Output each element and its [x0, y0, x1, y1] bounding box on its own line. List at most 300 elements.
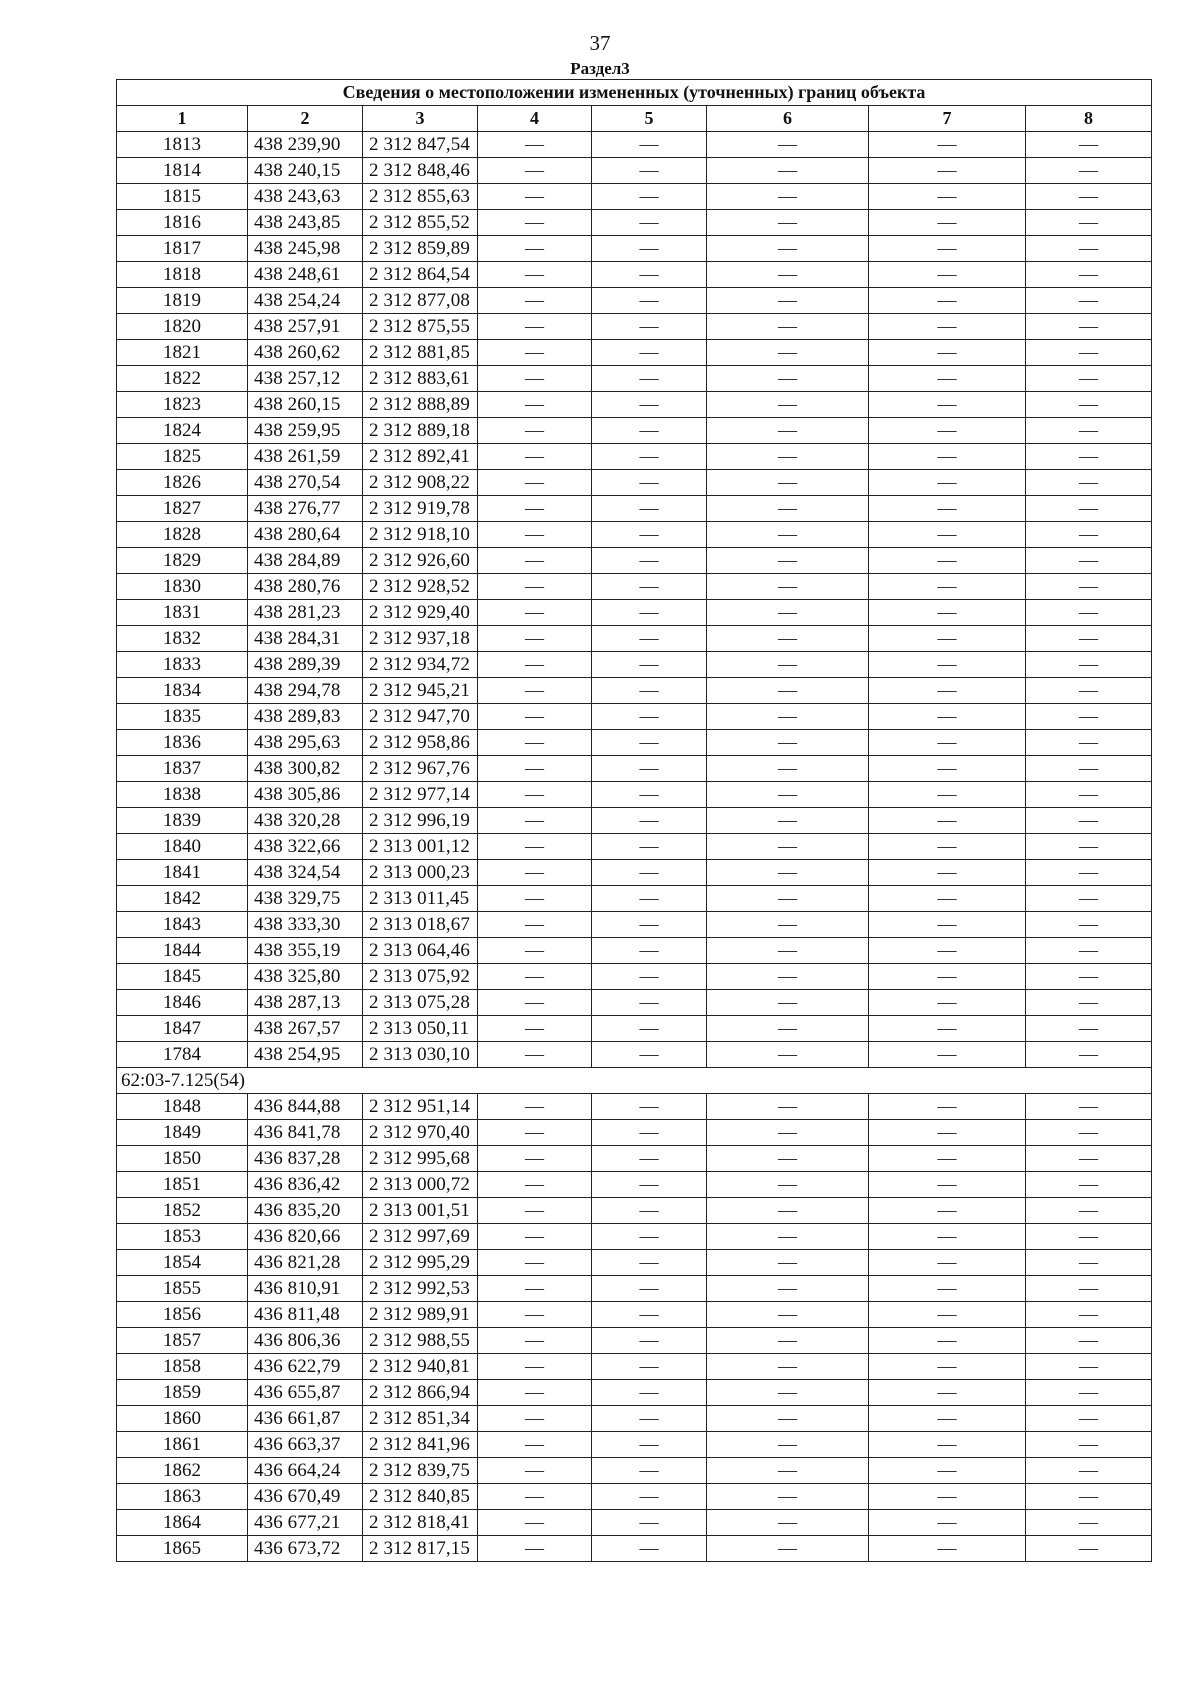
empty-cell: — [707, 1250, 869, 1276]
point-number: 1822 [117, 366, 248, 392]
y-coordinate: 2 312 989,91 [363, 1302, 478, 1328]
empty-cell: — [869, 678, 1026, 704]
empty-cell: — [592, 1198, 707, 1224]
empty-cell: — [478, 1198, 592, 1224]
empty-cell: — [707, 782, 869, 808]
x-coordinate: 436 664,24 [248, 1458, 363, 1484]
y-coordinate: 2 312 839,75 [363, 1458, 478, 1484]
empty-cell: — [869, 1016, 1026, 1042]
empty-cell: — [869, 938, 1026, 964]
point-number: 1815 [117, 184, 248, 210]
x-coordinate: 436 841,78 [248, 1120, 363, 1146]
y-coordinate: 2 312 919,78 [363, 496, 478, 522]
point-number: 1817 [117, 236, 248, 262]
point-number: 1818 [117, 262, 248, 288]
empty-cell: — [1026, 262, 1152, 288]
column-number: 8 [1026, 106, 1152, 132]
x-coordinate: 438 329,75 [248, 886, 363, 912]
empty-cell: — [592, 652, 707, 678]
empty-cell: — [707, 262, 869, 288]
empty-cell: — [592, 704, 707, 730]
table-row [117, 1016, 1152, 1042]
x-coordinate: 438 239,90 [248, 132, 363, 158]
x-coordinate: 438 257,12 [248, 366, 363, 392]
table-row [117, 1276, 1152, 1302]
empty-cell: — [1026, 730, 1152, 756]
empty-cell: — [707, 1536, 869, 1562]
empty-cell: — [478, 418, 592, 444]
empty-cell: — [1026, 1458, 1152, 1484]
table-row [117, 184, 1152, 210]
table-row [117, 1406, 1152, 1432]
table-body [117, 132, 1152, 1562]
empty-cell: — [592, 132, 707, 158]
empty-cell: — [1026, 1536, 1152, 1562]
empty-cell: — [869, 1510, 1026, 1536]
empty-cell: — [592, 1276, 707, 1302]
empty-cell: — [1026, 886, 1152, 912]
x-coordinate: 438 254,95 [248, 1042, 363, 1068]
point-number: 1864 [117, 1510, 248, 1536]
x-coordinate: 438 248,61 [248, 262, 363, 288]
empty-cell: — [869, 964, 1026, 990]
empty-cell: — [478, 1094, 592, 1120]
empty-cell: — [869, 132, 1026, 158]
table-row [117, 522, 1152, 548]
page-number: 37 [589, 31, 611, 55]
point-number: 1828 [117, 522, 248, 548]
x-coordinate: 436 622,79 [248, 1354, 363, 1380]
empty-cell: — [478, 1432, 592, 1458]
empty-cell: — [707, 288, 869, 314]
empty-cell: — [478, 834, 592, 860]
empty-cell: — [707, 236, 869, 262]
empty-cell: — [478, 184, 592, 210]
empty-cell: — [478, 1146, 592, 1172]
empty-cell: — [869, 782, 1026, 808]
section-title: Раздел3 [570, 59, 630, 78]
empty-cell: — [1026, 210, 1152, 236]
y-coordinate: 2 312 840,85 [363, 1484, 478, 1510]
empty-cell: — [592, 834, 707, 860]
empty-cell: — [707, 366, 869, 392]
point-number: 1820 [117, 314, 248, 340]
empty-cell: — [707, 158, 869, 184]
empty-cell: — [869, 990, 1026, 1016]
table-row [117, 1094, 1152, 1120]
empty-cell: — [707, 496, 869, 522]
table-row [117, 314, 1152, 340]
empty-cell: — [869, 444, 1026, 470]
empty-cell: — [478, 470, 592, 496]
empty-cell: — [869, 366, 1026, 392]
table-row [117, 236, 1152, 262]
empty-cell: — [869, 236, 1026, 262]
empty-cell: — [478, 210, 592, 236]
empty-cell: — [592, 1120, 707, 1146]
empty-cell: — [592, 1302, 707, 1328]
y-coordinate: 2 313 000,23 [363, 860, 478, 886]
empty-cell: — [478, 1276, 592, 1302]
y-coordinate: 2 312 864,54 [363, 262, 478, 288]
y-coordinate: 2 312 977,14 [363, 782, 478, 808]
point-number: 1832 [117, 626, 248, 652]
empty-cell: — [478, 1120, 592, 1146]
empty-cell: — [707, 938, 869, 964]
empty-cell: — [869, 496, 1026, 522]
x-coordinate: 438 294,78 [248, 678, 363, 704]
empty-cell: — [1026, 184, 1152, 210]
point-number: 1824 [117, 418, 248, 444]
empty-cell: — [592, 1042, 707, 1068]
empty-cell: — [1026, 938, 1152, 964]
empty-cell: — [1026, 470, 1152, 496]
table-row [117, 496, 1152, 522]
empty-cell: — [1026, 1094, 1152, 1120]
y-coordinate: 2 312 818,41 [363, 1510, 478, 1536]
empty-cell: — [707, 340, 869, 366]
empty-cell: — [478, 730, 592, 756]
empty-cell: — [478, 262, 592, 288]
empty-cell: — [592, 522, 707, 548]
empty-cell: — [478, 1172, 592, 1198]
x-coordinate: 438 260,62 [248, 340, 363, 366]
y-coordinate: 2 312 851,34 [363, 1406, 478, 1432]
empty-cell: — [707, 1198, 869, 1224]
x-coordinate: 438 276,77 [248, 496, 363, 522]
empty-cell: — [707, 756, 869, 782]
x-coordinate: 438 355,19 [248, 938, 363, 964]
y-coordinate: 2 312 926,60 [363, 548, 478, 574]
table-row [117, 1120, 1152, 1146]
y-coordinate: 2 312 908,22 [363, 470, 478, 496]
empty-cell: — [1026, 574, 1152, 600]
empty-cell: — [707, 1406, 869, 1432]
empty-cell: — [707, 730, 869, 756]
point-number: 1834 [117, 678, 248, 704]
empty-cell: — [869, 184, 1026, 210]
empty-cell: — [869, 912, 1026, 938]
table-row [117, 912, 1152, 938]
y-coordinate: 2 312 995,68 [363, 1146, 478, 1172]
empty-cell: — [592, 990, 707, 1016]
y-coordinate: 2 313 018,67 [363, 912, 478, 938]
table-row [117, 392, 1152, 418]
table-row [117, 1536, 1152, 1562]
y-coordinate: 2 313 075,92 [363, 964, 478, 990]
empty-cell: — [478, 522, 592, 548]
empty-cell: — [707, 964, 869, 990]
y-coordinate: 2 312 889,18 [363, 418, 478, 444]
empty-cell: — [707, 1172, 869, 1198]
x-coordinate: 438 284,89 [248, 548, 363, 574]
empty-cell: — [592, 496, 707, 522]
point-number: 1858 [117, 1354, 248, 1380]
empty-cell: — [1026, 1328, 1152, 1354]
x-coordinate: 436 663,37 [248, 1432, 363, 1458]
x-coordinate: 438 320,28 [248, 808, 363, 834]
column-number: 1 [117, 106, 248, 132]
empty-cell: — [1026, 704, 1152, 730]
empty-cell: — [592, 1172, 707, 1198]
x-coordinate: 438 295,63 [248, 730, 363, 756]
table-row [117, 652, 1152, 678]
point-number: 1855 [117, 1276, 248, 1302]
empty-cell: — [1026, 1510, 1152, 1536]
point-number: 1833 [117, 652, 248, 678]
empty-cell: — [478, 1224, 592, 1250]
table-row [117, 418, 1152, 444]
point-number: 1814 [117, 158, 248, 184]
empty-cell: — [869, 730, 1026, 756]
empty-cell: — [869, 314, 1026, 340]
empty-cell: — [707, 704, 869, 730]
table-row [117, 444, 1152, 470]
table-row [117, 1380, 1152, 1406]
empty-cell: — [869, 1432, 1026, 1458]
empty-cell: — [592, 392, 707, 418]
table-row [117, 262, 1152, 288]
empty-cell: — [592, 782, 707, 808]
empty-cell: — [707, 834, 869, 860]
table-row [117, 704, 1152, 730]
empty-cell: — [707, 1328, 869, 1354]
table-row [117, 158, 1152, 184]
point-number: 1848 [117, 1094, 248, 1120]
empty-cell: — [869, 1406, 1026, 1432]
empty-cell: — [707, 1120, 869, 1146]
column-number-row [117, 106, 1152, 132]
empty-cell: — [592, 288, 707, 314]
empty-cell: — [478, 1380, 592, 1406]
y-coordinate: 2 312 940,81 [363, 1354, 478, 1380]
empty-cell: — [1026, 756, 1152, 782]
empty-cell: — [1026, 1198, 1152, 1224]
table-row [117, 1432, 1152, 1458]
empty-cell: — [1026, 418, 1152, 444]
empty-cell: — [478, 964, 592, 990]
empty-cell: — [1026, 1120, 1152, 1146]
x-coordinate: 436 670,49 [248, 1484, 363, 1510]
empty-cell: — [592, 1536, 707, 1562]
point-number: 1839 [117, 808, 248, 834]
empty-cell: — [1026, 860, 1152, 886]
empty-cell: — [707, 1302, 869, 1328]
x-coordinate: 438 260,15 [248, 392, 363, 418]
table-caption-row [117, 80, 1152, 106]
empty-cell: — [1026, 1224, 1152, 1250]
empty-cell: — [592, 964, 707, 990]
column-number: 2 [248, 106, 363, 132]
empty-cell: — [1026, 1406, 1152, 1432]
x-coordinate: 436 835,20 [248, 1198, 363, 1224]
empty-cell: — [592, 912, 707, 938]
table-row [117, 1484, 1152, 1510]
x-coordinate: 438 333,30 [248, 912, 363, 938]
table-row [117, 730, 1152, 756]
x-coordinate: 438 305,86 [248, 782, 363, 808]
empty-cell: — [869, 1042, 1026, 1068]
empty-cell: — [1026, 808, 1152, 834]
point-number: 1819 [117, 288, 248, 314]
point-number: 1840 [117, 834, 248, 860]
empty-cell: — [478, 1510, 592, 1536]
empty-cell: — [478, 548, 592, 574]
table-caption: Сведения о местоположении измененных (уточненных) границ объекта [117, 80, 1152, 106]
empty-cell: — [869, 652, 1026, 678]
empty-cell: — [1026, 1016, 1152, 1042]
point-number: 1842 [117, 886, 248, 912]
table-row [117, 756, 1152, 782]
x-coordinate: 438 261,59 [248, 444, 363, 470]
empty-cell: — [592, 184, 707, 210]
empty-cell: — [592, 574, 707, 600]
empty-cell: — [1026, 314, 1152, 340]
table-row [117, 548, 1152, 574]
empty-cell: — [1026, 1380, 1152, 1406]
y-coordinate: 2 312 958,86 [363, 730, 478, 756]
point-number: 1831 [117, 600, 248, 626]
x-coordinate: 438 289,39 [248, 652, 363, 678]
table-row [117, 1510, 1152, 1536]
empty-cell: — [1026, 522, 1152, 548]
point-number: 1865 [117, 1536, 248, 1562]
empty-cell: — [707, 418, 869, 444]
empty-cell: — [1026, 782, 1152, 808]
empty-cell: — [1026, 1302, 1152, 1328]
point-number: 1862 [117, 1458, 248, 1484]
table-row [117, 808, 1152, 834]
point-number: 1853 [117, 1224, 248, 1250]
y-coordinate: 2 313 050,11 [363, 1016, 478, 1042]
y-coordinate: 2 312 841,96 [363, 1432, 478, 1458]
table-row [117, 1302, 1152, 1328]
empty-cell: — [707, 808, 869, 834]
empty-cell: — [478, 938, 592, 964]
table-row [117, 990, 1152, 1016]
point-number: 1836 [117, 730, 248, 756]
empty-cell: — [1026, 548, 1152, 574]
point-number: 1846 [117, 990, 248, 1016]
y-coordinate: 2 312 988,55 [363, 1328, 478, 1354]
y-coordinate: 2 312 855,52 [363, 210, 478, 236]
x-coordinate: 436 836,42 [248, 1172, 363, 1198]
empty-cell: — [869, 574, 1026, 600]
table-row [117, 1172, 1152, 1198]
column-number: 5 [592, 106, 707, 132]
empty-cell: — [592, 1406, 707, 1432]
empty-cell: — [478, 652, 592, 678]
point-number: 1841 [117, 860, 248, 886]
empty-cell: — [478, 574, 592, 600]
empty-cell: — [869, 886, 1026, 912]
empty-cell: — [478, 340, 592, 366]
point-number: 1843 [117, 912, 248, 938]
x-coordinate: 436 661,87 [248, 1406, 363, 1432]
empty-cell: — [869, 470, 1026, 496]
empty-cell: — [869, 1146, 1026, 1172]
empty-cell: — [1026, 1276, 1152, 1302]
point-number: 1816 [117, 210, 248, 236]
empty-cell: — [478, 1458, 592, 1484]
table-row [117, 366, 1152, 392]
y-coordinate: 2 313 030,10 [363, 1042, 478, 1068]
empty-cell: — [1026, 652, 1152, 678]
group-header-row [117, 1068, 1152, 1094]
point-number: 1821 [117, 340, 248, 366]
y-coordinate: 2 312 995,29 [363, 1250, 478, 1276]
empty-cell: — [1026, 834, 1152, 860]
empty-cell: — [478, 1302, 592, 1328]
empty-cell: — [1026, 288, 1152, 314]
empty-cell: — [869, 1380, 1026, 1406]
empty-cell: — [478, 782, 592, 808]
y-coordinate: 2 312 883,61 [363, 366, 478, 392]
x-coordinate: 436 821,28 [248, 1250, 363, 1276]
empty-cell: — [707, 600, 869, 626]
point-number: 1825 [117, 444, 248, 470]
point-number: 1850 [117, 1146, 248, 1172]
empty-cell: — [707, 1146, 869, 1172]
empty-cell: — [707, 1224, 869, 1250]
empty-cell: — [592, 626, 707, 652]
x-coordinate: 438 267,57 [248, 1016, 363, 1042]
x-coordinate: 438 280,64 [248, 522, 363, 548]
empty-cell: — [707, 1432, 869, 1458]
x-coordinate: 436 811,48 [248, 1302, 363, 1328]
table-row [117, 600, 1152, 626]
y-coordinate: 2 313 075,28 [363, 990, 478, 1016]
empty-cell: — [478, 1484, 592, 1510]
x-coordinate: 438 324,54 [248, 860, 363, 886]
empty-cell: — [592, 1432, 707, 1458]
table-row [117, 288, 1152, 314]
empty-cell: — [478, 912, 592, 938]
empty-cell: — [869, 210, 1026, 236]
empty-cell: — [478, 392, 592, 418]
x-coordinate: 438 254,24 [248, 288, 363, 314]
table-row [117, 964, 1152, 990]
empty-cell: — [707, 652, 869, 678]
empty-cell: — [1026, 496, 1152, 522]
empty-cell: — [707, 522, 869, 548]
y-coordinate: 2 312 967,76 [363, 756, 478, 782]
point-number: 1830 [117, 574, 248, 600]
empty-cell: — [478, 236, 592, 262]
empty-cell: — [707, 392, 869, 418]
table-row [117, 574, 1152, 600]
empty-cell: — [707, 912, 869, 938]
x-coordinate: 436 806,36 [248, 1328, 363, 1354]
empty-cell: — [478, 1328, 592, 1354]
empty-cell: — [592, 600, 707, 626]
empty-cell: — [592, 366, 707, 392]
table-row [117, 678, 1152, 704]
empty-cell: — [478, 158, 592, 184]
x-coordinate: 438 281,23 [248, 600, 363, 626]
empty-cell: — [478, 990, 592, 1016]
empty-cell: — [478, 1042, 592, 1068]
empty-cell: — [707, 1094, 869, 1120]
table-row [117, 834, 1152, 860]
y-coordinate: 2 312 888,89 [363, 392, 478, 418]
x-coordinate: 438 270,54 [248, 470, 363, 496]
empty-cell: — [869, 548, 1026, 574]
y-coordinate: 2 312 848,46 [363, 158, 478, 184]
empty-cell: — [1026, 366, 1152, 392]
empty-cell: — [869, 1354, 1026, 1380]
x-coordinate: 436 844,88 [248, 1094, 363, 1120]
